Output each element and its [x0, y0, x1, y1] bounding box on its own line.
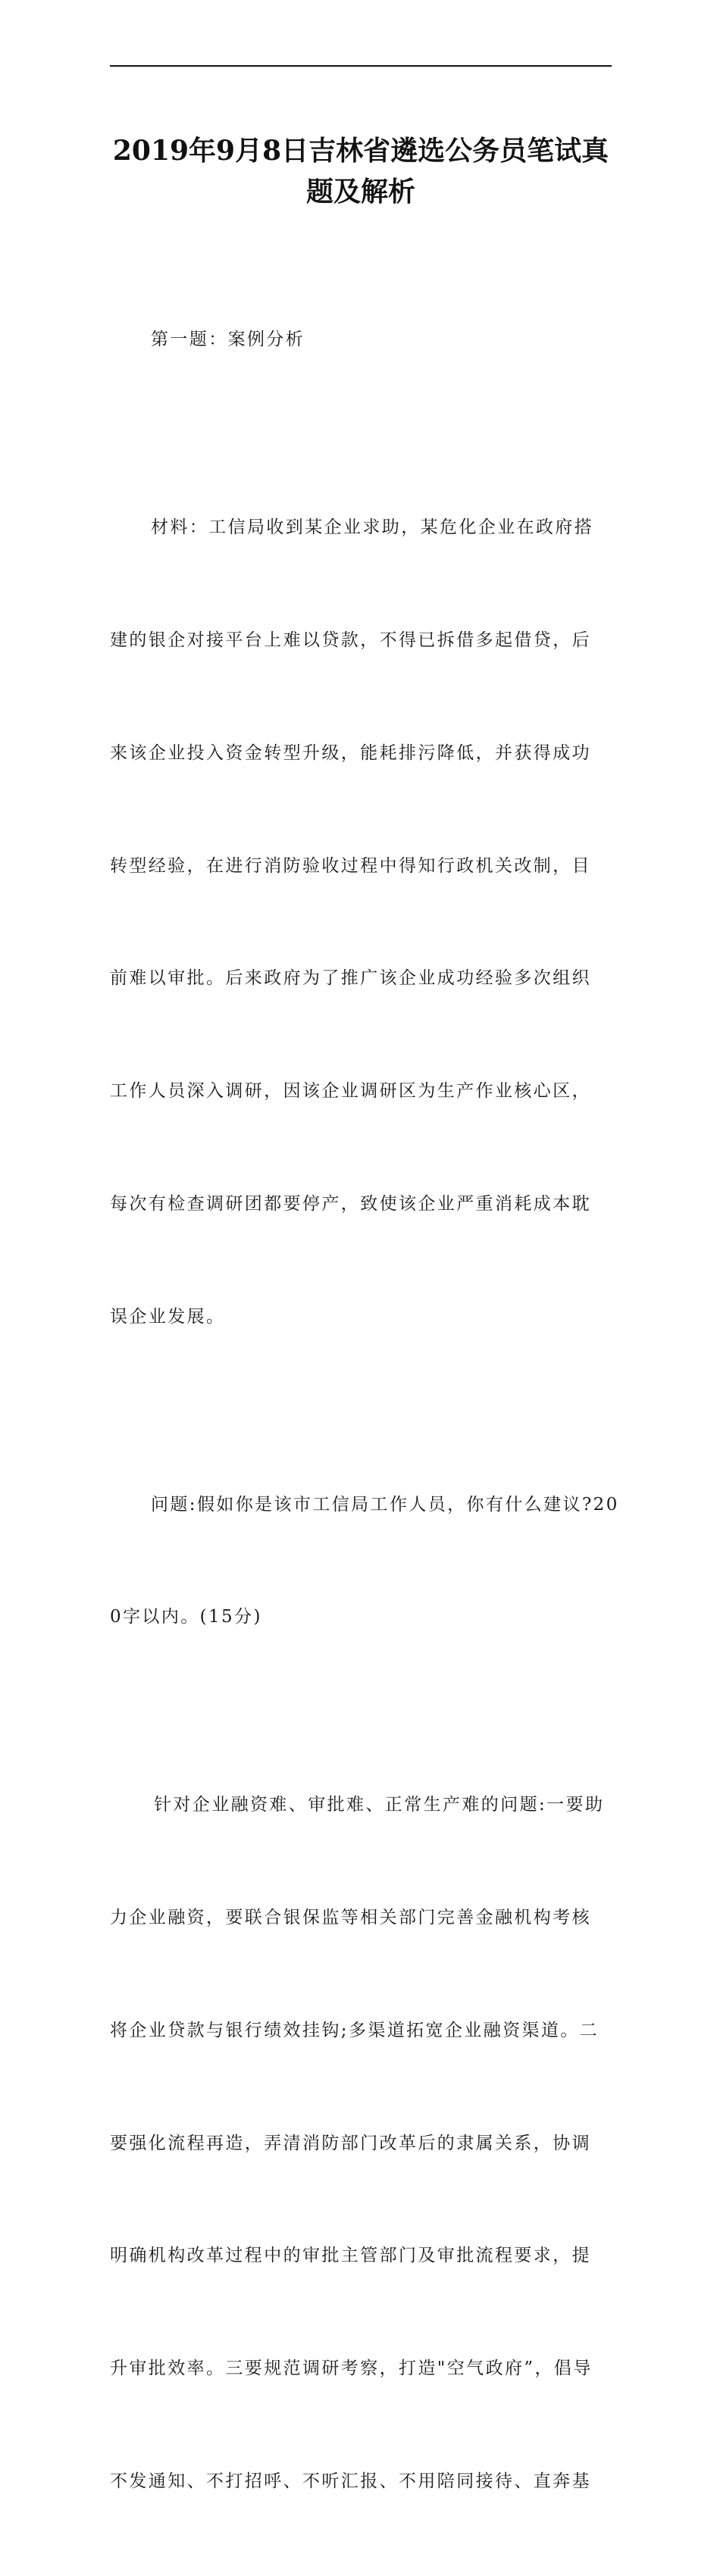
answer-line: 将企业贷款与银行绩效挂钩;多渠道拓宽企业融资渠道。二 [110, 2020, 599, 2040]
material-line: 误企业发展。 [110, 1306, 226, 1327]
section-heading-text: 第一题：案例分析 [151, 330, 305, 350]
answer-line: 要强化流程再造，弄清消防部门改革后的隶属关系，协调 [110, 2133, 591, 2153]
material-line: 工作人员深入调研，因该企业调研区为生产作业核心区， [110, 1081, 591, 1102]
question-line: 问题:假如你是该市工信局工作人员，你有什么建议?20 [151, 1494, 619, 1515]
material-line: 转型经验，在进行消防验收过程中得知行政机关改制，目 [110, 855, 591, 876]
answer-line: 明确机构改革过程中的审批主管部门及审批流程要求，提 [110, 2246, 591, 2266]
material-paragraph [110, 434, 612, 1411]
document-title [110, 130, 612, 212]
material-line: 建的银企对接平台上难以贷款，不得已拆借多起借贷，后 [110, 630, 591, 650]
material-line: 材料：工信局收到某企业求助，某危化企业在政府搭 [151, 517, 594, 538]
question-line: 0字以内。(15分) [110, 1607, 262, 1627]
answer-paragraph [110, 1712, 612, 2576]
material-line: 前难以审批。后来政府为了推广该企业成功经验多次组织 [110, 968, 591, 989]
document-body [110, 246, 619, 2576]
answer-line: 不发通知、不打招呼、不听汇报、不用陪同接待、直奔基 [110, 2471, 591, 2492]
answer-line: 力企业融资，要联合银保监等相关部门完善金融机构考核 [110, 1908, 591, 1928]
answer-line: 升审批效率。三要规范调研考察，打造"空气政府”，倡导 [110, 2359, 593, 2379]
question-paragraph [110, 1411, 619, 1712]
answer-line: 针对企业融资难、审批难、正常生产难的问题:一要助 [154, 1795, 605, 1815]
title-line-1: 2019年9月8日吉林省遴选公务员笔试真 [112, 135, 609, 167]
material-line: 来该企业投入资金转型升级，能耗排污降低，并获得成功 [110, 742, 591, 763]
title-line-2: 题及解析 [305, 176, 415, 208]
header-rule [110, 65, 612, 67]
material-line: 每次有检查调研团都要停产，致使该企业严重消耗成本耽 [110, 1193, 591, 1214]
section-heading [110, 246, 612, 434]
